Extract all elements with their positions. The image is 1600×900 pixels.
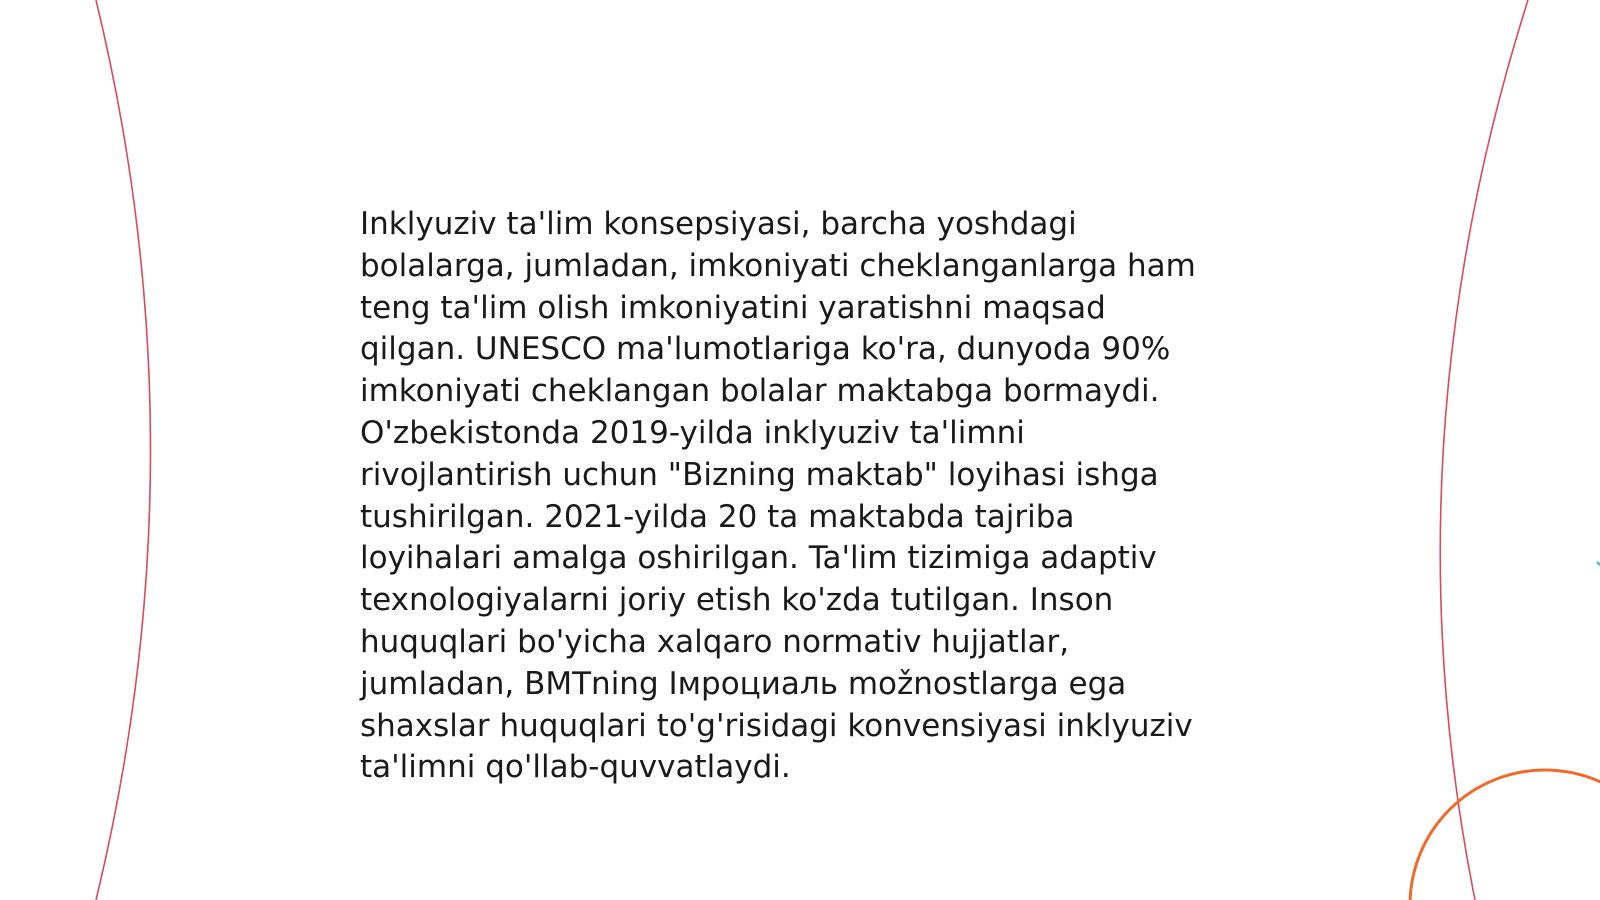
orange-circle-outline: [1410, 770, 1600, 900]
slide-body-text: Inklyuziv ta'lim konsepsiyasi, barcha yoshdagi bolalarga, jumladan, imkoniyati cheklanganlarga ham teng ta'lim olish imkoniyatini yaratishni maqsad qilgan. UNESCO ma'lumotlariga ko'ra, dunyoda 90% imkoniyati cheklangan bolalar maktabga bormaydi. O'zbekistonda 2019-yilda inklyuziv ta'limni rivojlantirish uchun "Bizning maktab" loyihasi ishga tushirilgan. 2021-yilda 20 ta maktabda tajriba loyihalari amalga oshirilgan. Ta'lim tizimiga adaptiv texnologiyalarni joriy etish ko'zda tutilgan. Inson huquqlari bo'yicha xalqaro normativ hujjatlar, jumladan, BMTning Імроциаль možnostlarga ega shaxslar huquqlari to'g'risidagi konvensiyasi inklyuziv ta'limni qo'llab-quvvatlaydi.: [360, 206, 1196, 786]
left-arc-line: [96, 0, 151, 900]
right-arc-line: [1440, 0, 1528, 900]
